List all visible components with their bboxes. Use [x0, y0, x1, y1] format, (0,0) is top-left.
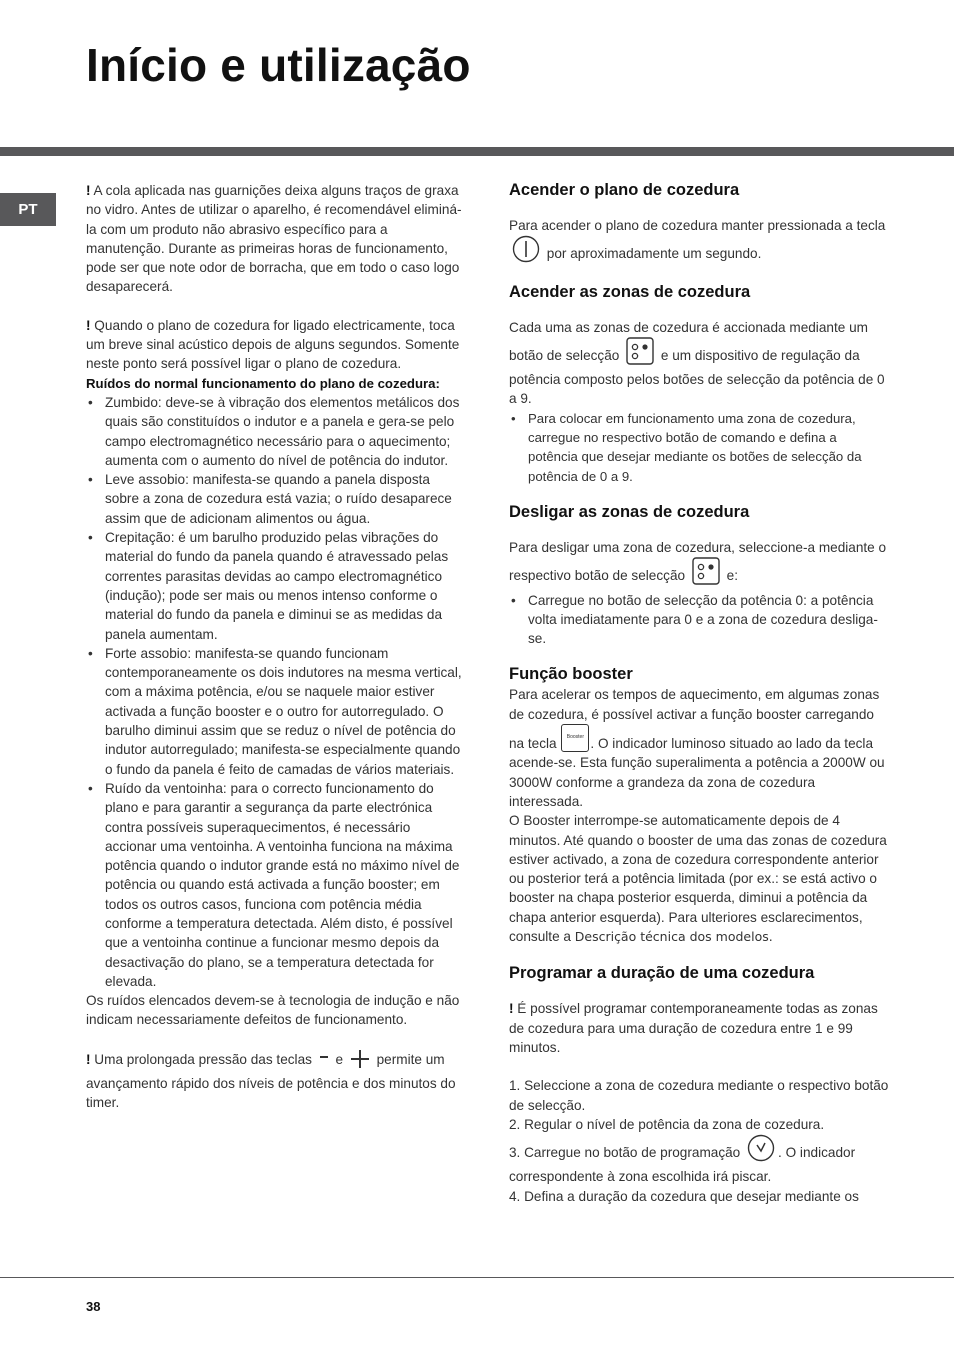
header-rule — [0, 147, 954, 156]
booster-text-a: Para acelerar os tempos de aquecimento, em algumas zonas de cozedura, é possível activar a função booster carregando na tecla — [509, 687, 880, 752]
booster-text-b: . O indicador luminoso situado ao lado da tecla acende-se. Esta função superalimenta a potência a 2000W ou 3000W conforme a grandeza da zona de cozedura interessada. — [509, 736, 885, 809]
list-item: • Para colocar em funcionamento uma zona de cozedura, carregue no respectivo botão de comando e defina a potência que desejar mediante os botões de selecção da potência de 0 a 9. — [509, 409, 889, 486]
zone-select-icon — [626, 337, 654, 370]
booster-key-icon — [561, 724, 589, 752]
section-title-booster: Função booster — [509, 665, 633, 684]
booster-text-c: O Booster interrompe-se automaticamente depois de 4 minutos. Até quando o booster de uma das zonas de cozedura estiver activado, a zona de cozedura correspondente anterior ou posterior terá a potência limitada (por ex.: se está activo o booster na chapa posterior esquerda, diminui a potência da chapa anterior esquerda). Para ulteriores esclarecimentos, consulte a — [509, 813, 887, 945]
list-item: • Crepitação: é um barulho produzido pelas vibrações do material do fundo da panela quando é atravessado pelas correntes parasitas devidas ao campo electromagnético (indução); pode ser mais ou menos intenso conforme o material do fundo da panela e diminui se as medidas da panela aumentam. — [86, 528, 462, 644]
section-title-program: Programar a duração de uma cozedura — [509, 964, 815, 983]
zone-select-icon — [692, 557, 720, 590]
booster-text-2 — [509, 811, 889, 946]
long-press-text-a: Uma prolongada pressão das teclas — [90, 1051, 316, 1067]
long-press-text-b: e — [331, 1051, 347, 1067]
list-item: • Carregue no botão de selecção da potência 0: a potência volta imediatamente para 0 e a zona de cozedura desliga-se. — [509, 591, 889, 649]
booster-key-label: Booster — [566, 734, 584, 741]
long-press-text-c: permite um avançamento rápido dos níveis de potência e dos minutos do timer. — [86, 1051, 456, 1111]
plus-icon — [350, 1049, 370, 1074]
page-title: Início e utilização — [86, 39, 471, 91]
switch-on-text — [509, 216, 889, 269]
zones-on-text-a: Cada uma as zonas de cozedura é accionada mediante um botão de selecção — [509, 319, 868, 363]
list-item: • Zumbido: deve-se à vibração dos elementos metálicos dos quais são constituídos o indutor e a panela e gera-se pelo campo electromagnético necessário para o aquecimento; aumenta com o aumento do nível de potência do indutor. — [86, 393, 462, 470]
list-item: • Ruído da ventoinha: para o correcto funcionamento do plano e para garantir a segurança da parte electrónica contra possíveis superaquecimentos, é necessário accionar uma ventoinha. A ventoinha funciona na máxima potência quando o indutor grande está no máximo nível de potência ou quando está activada a função booster; em todos os outros casos, funciona com potência média conforme a temperatura detectada. Além disto, é possível que a ventoinha continue a funcionar mesmo depois da desactivação do plano, se a temperatura detectada for elevada. — [86, 779, 462, 991]
zones-off-text-b: e: — [722, 568, 738, 584]
program-step-1: 1. Seleccione a zona de cozedura mediante o respectivo botão de selecção. — [509, 1078, 889, 1113]
switch-on-text-a: Para acender o plano de cozedura manter pressionada a tecla — [509, 218, 886, 233]
glue-warning-text: A cola aplicada nas guarnições deixa alguns traços de graxa no vidro. Antes de utilizar o aparelho, é recomendável eliminá-la com um produto não abrasivo específico para a manutenção. Durante as primeiras horas de funcionamento, pode ser que note odor de borracha, que em todo o caso logo desaparecerá. — [86, 183, 462, 295]
zones-off-list — [509, 591, 889, 649]
program-text — [509, 999, 889, 1057]
footer-rule — [0, 1277, 954, 1278]
list-item: • Leve assobio: manifesta-se quando a panela disposta sobre a zona de cozedura está vazia; o ruído desaparece assim que de adicionam alimentos ou água. — [86, 470, 462, 528]
warning-mark: ! — [86, 183, 91, 198]
page-number: 38 — [86, 1299, 101, 1314]
noise-footer: Os ruídos elencados devem-se à tecnologia de indução e não indicam necessariamente defeitos de funcionamento. — [86, 993, 460, 1028]
noise-heading: Ruídos do normal funcionamento do plano de cozedura: — [86, 375, 440, 391]
section-title-switch-on: Acender o plano de cozedura — [509, 181, 740, 199]
glue-warning — [86, 181, 462, 297]
program-step-3-a: 3. Carregue no botão de programação — [509, 1145, 745, 1161]
timer-icon — [747, 1134, 775, 1167]
section-title-zones-off: Desligar as zonas de cozedura — [509, 502, 750, 521]
minus-icon — [319, 1053, 329, 1074]
list-item: • Forte assobio: manifesta-se quando funcionam contemporaneamente os dois indutores na mesma vertical, com a máxima potência, e/ou se naquele maior estiver activada a função booster e o outro for autorregulado. O barulho diminui assim que se reduz o nível de potência do indutor autorregulado; manifesta-se especialmente quando o fundo da panela é feito de camadas de vários materiais. — [86, 644, 462, 779]
zones-on-text-b: e um dispositivo de regulação da potência composto pelos botões de selecção da potência de 0 a 9. — [509, 347, 885, 407]
power-on-note — [86, 316, 462, 374]
zones-on-list — [509, 409, 889, 486]
program-step-3 — [509, 1134, 889, 1187]
zones-off-text-a: Para desligar uma zona de cozedura, seleccione-a mediante o respectivo botão de selecção — [509, 539, 887, 584]
warning-mark: ! — [86, 317, 91, 333]
noise-list — [86, 393, 462, 991]
right-column — [509, 179, 889, 1206]
program-step-4: 4. Defina a duração da cozedura que desejar mediante os — [509, 1188, 859, 1204]
power-icon — [512, 235, 540, 268]
section-title-zones-on: Acender as zonas de cozedura — [509, 282, 751, 301]
switch-on-text-b: por aproximadamente um segundo. — [543, 246, 762, 262]
power-on-note-text: Quando o plano de cozedura for ligado electricamente, toca um breve sinal acústico depois de alguns segundos. Somente neste ponto será possível ligar o plano de cozedura. — [86, 317, 460, 372]
warning-mark: ! — [86, 1051, 91, 1067]
language-tab: PT — [0, 193, 56, 226]
program-step-2: 2. Regular o nível de potência da zona de cozedura. — [509, 1116, 825, 1132]
zones-off-text — [509, 538, 889, 591]
left-column — [86, 181, 462, 1113]
warning-mark: ! — [509, 1001, 514, 1017]
booster-text-d: Descrição técnica dos modelos. — [574, 929, 773, 945]
program-text-a: É possível programar contemporaneamente todas as zonas de cozedura para uma duração de cozedura entre 1 e 99 minutos. — [509, 1001, 878, 1055]
program-step-3-b: . O indicador correspondente à zona escolhida irá piscar. — [509, 1145, 856, 1185]
booster-text — [509, 685, 889, 811]
long-press-note — [86, 1049, 462, 1113]
zones-on-text — [509, 318, 889, 409]
